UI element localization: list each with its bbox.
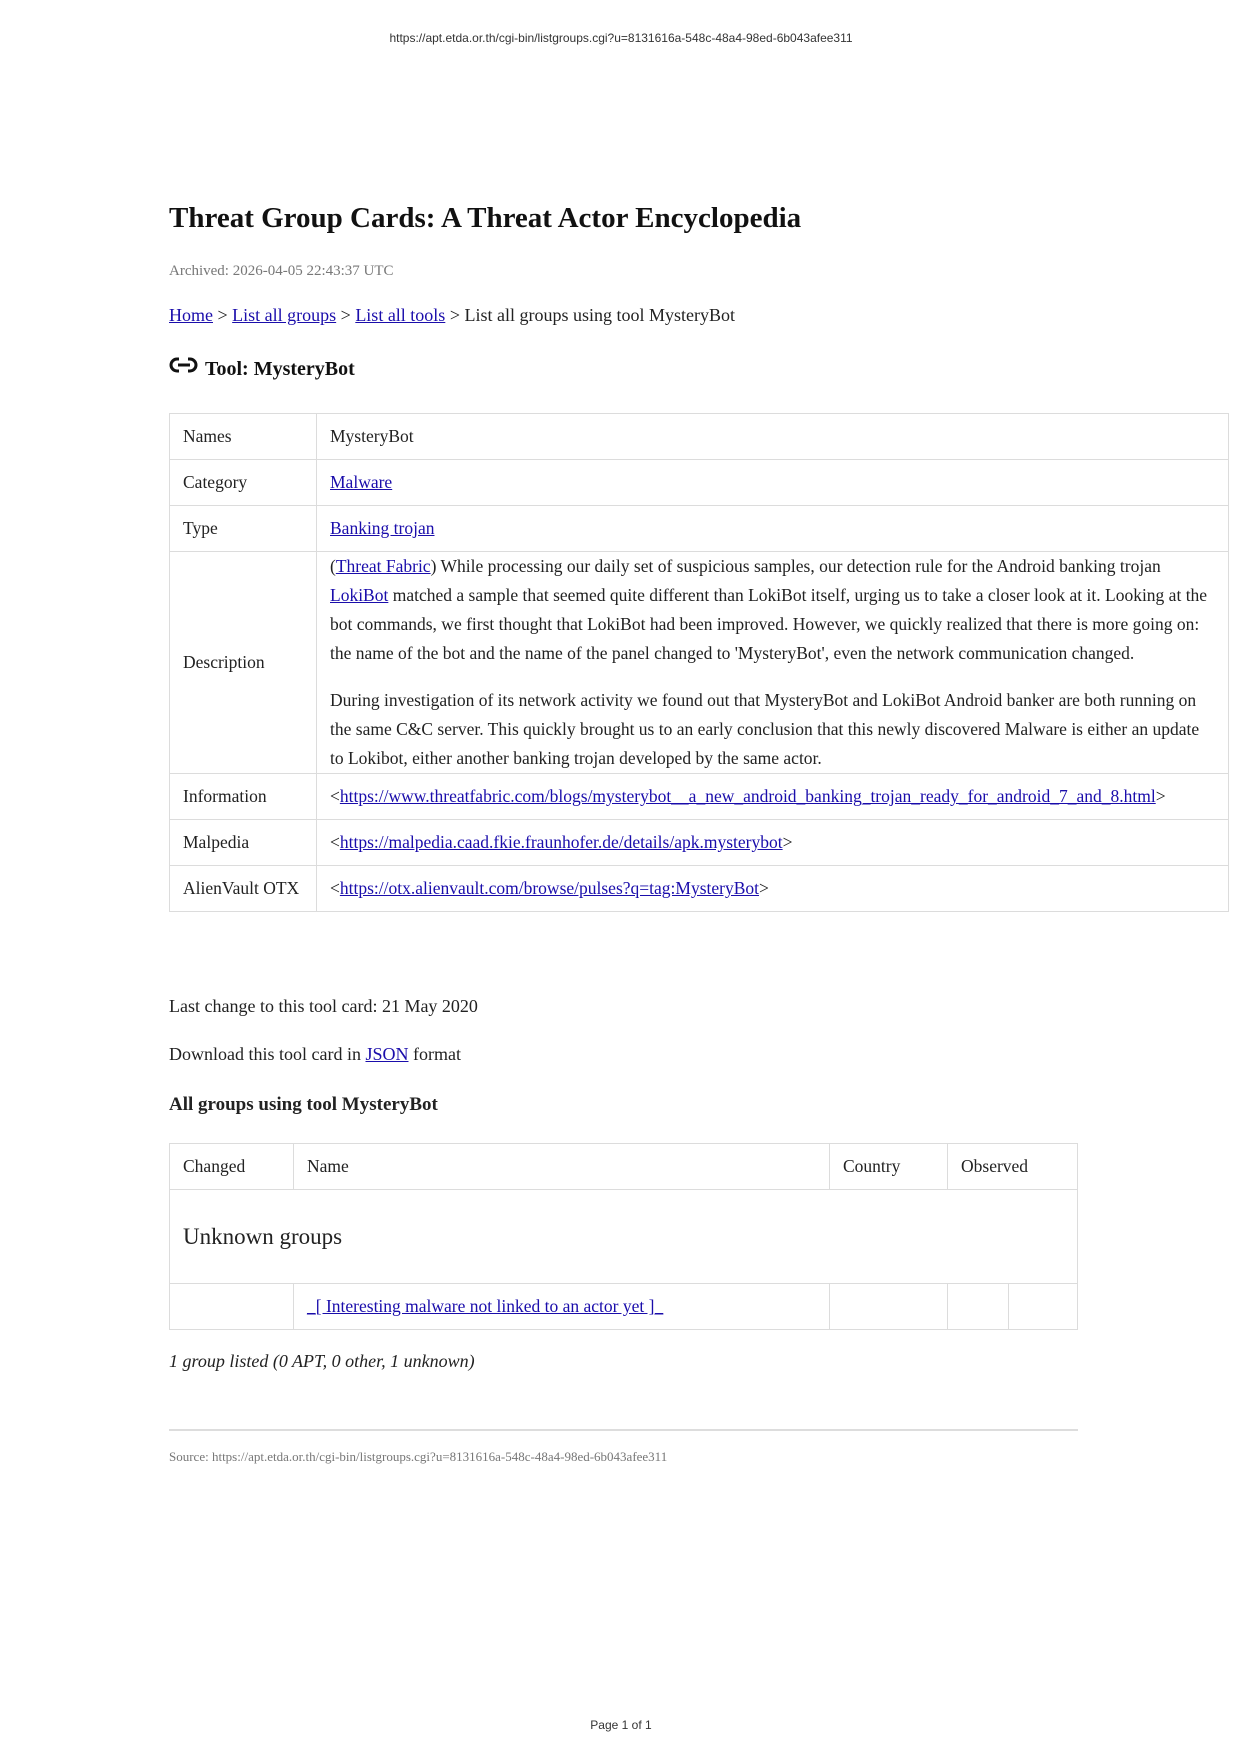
page-title: Threat Group Cards: A Threat Actor Encyclopedia: [169, 202, 802, 234]
divider: [169, 1429, 1078, 1431]
table-row: [170, 552, 1229, 774]
column-header-observed: Observed: [948, 1144, 1078, 1190]
download-suffix: format: [408, 1044, 461, 1064]
json-download-link[interactable]: JSON: [365, 1044, 409, 1064]
groups-heading: All groups using tool MysteryBot: [169, 1094, 438, 1115]
breadcrumb-current: > List all groups using tool MysteryBot: [445, 305, 735, 325]
category-cell: [317, 460, 1229, 506]
table-row: [170, 774, 1229, 820]
names-value: MysteryBot: [317, 414, 1229, 460]
threat-fabric-link[interactable]: Threat Fabric: [335, 556, 431, 576]
otx-cell: <https://otx.alienvault.com/browse/pulses?q=tag:MysteryBot>: [317, 866, 1229, 912]
download-line: [169, 1044, 461, 1065]
table-row: [170, 820, 1229, 866]
names-label: Names: [170, 414, 317, 460]
column-header-name: Name: [294, 1144, 830, 1190]
table-row: [170, 460, 1229, 506]
groups-table: [169, 1143, 1078, 1330]
otx-link[interactable]: https://otx.alienvault.com/browse/pulses?q=tag:MysteryBot: [339, 878, 759, 898]
source-url: Source: https://apt.etda.or.th/cgi-bin/listgroups.cgi?u=8131616a-548c-48a4-98ed-6b043afee311: [169, 1449, 668, 1464]
country-cell: [830, 1284, 948, 1330]
archived-timestamp: Archived: 2026-04-05 22:43:37 UTC: [169, 263, 394, 279]
breadcrumb-home-link[interactable]: Home: [169, 305, 213, 325]
category-link[interactable]: Malware: [330, 472, 393, 492]
information-link[interactable]: https://www.threatfabric.com/blogs/mysterybot__a_new_android_banking_trojan_ready_for_android_7_and_8.html: [339, 786, 1156, 806]
description-text: (: [330, 556, 336, 576]
changed-cell: [170, 1284, 294, 1330]
information-label: Information: [170, 774, 317, 820]
lokibot-link[interactable]: LokiBot: [330, 585, 389, 605]
otx-label: AlienVault OTX: [170, 866, 317, 912]
tool-heading-text: Tool: MysteryBot: [205, 358, 355, 380]
breadcrumb: [169, 305, 735, 326]
column-header-country: Country: [830, 1144, 948, 1190]
download-prefix: Download this tool card in: [169, 1044, 366, 1064]
type-cell: [317, 506, 1229, 552]
malpedia-link[interactable]: https://malpedia.caad.fkie.fraunhofer.de/details/apk.mysterybot: [339, 832, 783, 852]
description-paragraph: During investigation of its network activity we found out that MysteryBot and LokiBot Android banker are both running on the same C&C server. This quickly brought us to an early conclusion that this newly discovered Malware is either an update to Lokibot, either another banking trojan developed by the same actor.: [330, 690, 1200, 768]
breadcrumb-separator: >: [213, 305, 233, 325]
link-icon: [169, 357, 199, 375]
column-header-changed: Changed: [170, 1144, 294, 1190]
category-label: Category: [170, 460, 317, 506]
name-cell: [294, 1284, 830, 1330]
section-row: [170, 1190, 1078, 1284]
observed-extra-cell: [1009, 1284, 1078, 1330]
malpedia-label: Malpedia: [170, 820, 317, 866]
description-text: matched a sample that seemed quite different than LokiBot itself, urging us to take a closer look at it. Looking at the bot commands, we first thought that LokiBot had been improved. However, we quickly realized that there is more going on: the name of the bot and the name of the panel changed to 'MysteryBot', even the network communication changed.: [330, 585, 1208, 663]
tool-heading: [169, 357, 355, 381]
description-label: Description: [170, 552, 317, 774]
groups-summary: 1 group listed (0 APT, 0 other, 1 unknown): [169, 1351, 475, 1371]
type-label: Type: [170, 506, 317, 552]
last-change-text: Last change to this tool card: 21 May 2020: [169, 996, 478, 1016]
print-header-url: https://apt.etda.or.th/cgi-bin/listgroups.cgi?u=8131616a-548c-48a4-98ed-6b043afee311: [389, 31, 853, 45]
observed-cell: [948, 1284, 1009, 1330]
malpedia-cell: <https://malpedia.caad.fkie.fraunhofer.de/details/apk.mysterybot>: [317, 820, 1229, 866]
breadcrumb-separator: >: [336, 305, 356, 325]
breadcrumb-tools-link[interactable]: List all tools: [355, 305, 446, 325]
breadcrumb-groups-link[interactable]: List all groups: [232, 305, 337, 325]
table-row: [170, 506, 1229, 552]
type-link[interactable]: Banking trojan: [330, 518, 435, 538]
tool-info-table: [169, 413, 1229, 912]
table-row: [170, 866, 1229, 912]
description-text: ) While processing our daily set of suspicious samples, our detection rule for the Android banking trojan: [430, 556, 1161, 576]
description-cell: [317, 552, 1229, 774]
table-row: [170, 414, 1229, 460]
information-cell: <https://www.threatfabric.com/blogs/mysterybot__a_new_android_banking_trojan_ready_for_android_7_and_8.html>: [317, 774, 1229, 820]
print-footer-page-number: Page 1 of 1: [590, 1718, 652, 1732]
tool-info-table-wrapper: [169, 413, 1208, 912]
table-header-row: [170, 1144, 1078, 1190]
description-paragraph: [330, 552, 1215, 668]
unlinked-malware-link[interactable]: _[ Interesting malware not linked to an actor yet ]_: [307, 1296, 664, 1316]
table-row: [170, 1284, 1078, 1330]
unknown-groups-title: Unknown groups: [170, 1190, 1078, 1284]
